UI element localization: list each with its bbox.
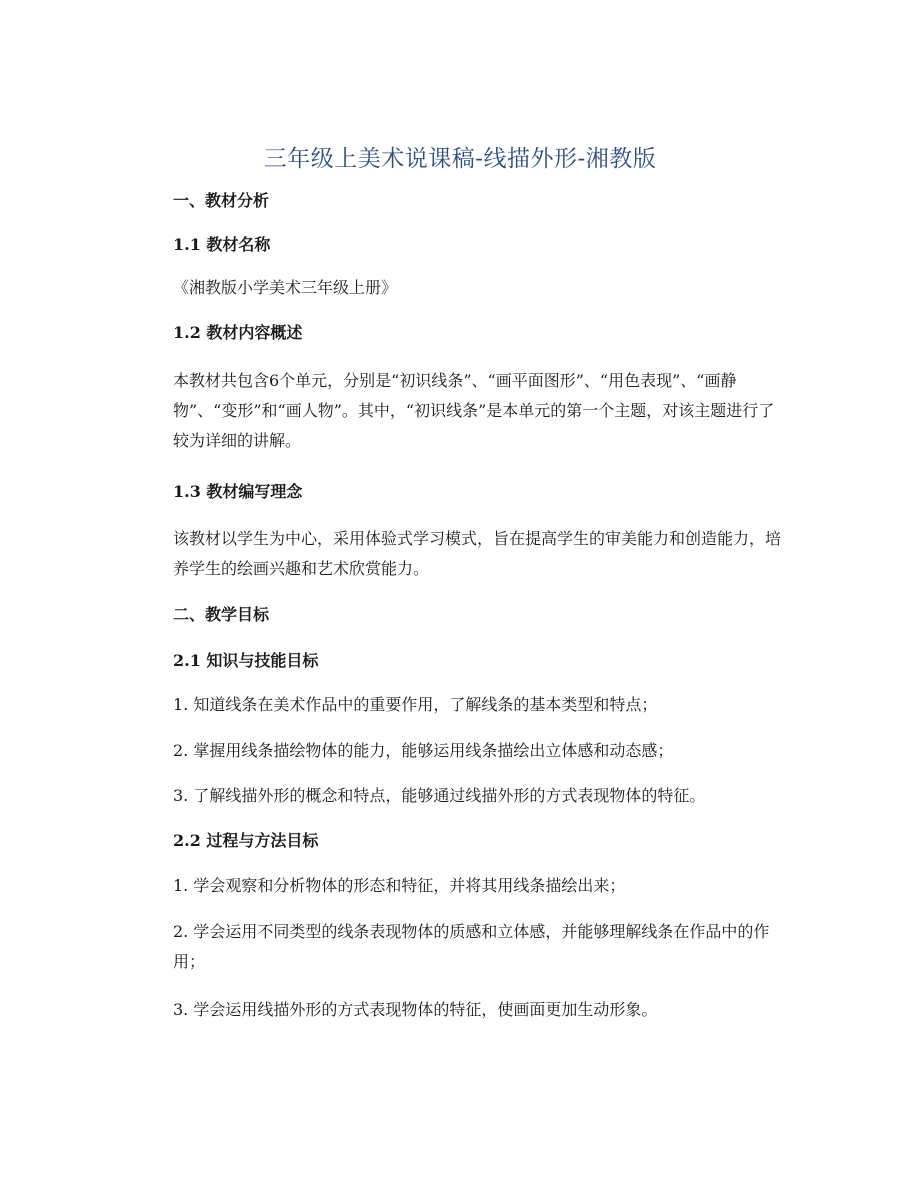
subsection-heading-1-3: 1.3 教材编写理念 bbox=[173, 482, 303, 501]
paragraph-1-2-1 bbox=[173, 366, 787, 456]
subsection-heading-2-1: 2.1 知识与技能目标 bbox=[173, 651, 319, 670]
section-heading-2: 二、教学目标 bbox=[173, 605, 270, 624]
subsection-heading-1-1: 1.1 教材名称 bbox=[173, 235, 271, 254]
paragraph-2-1-3: 3. 了解线描外形的概念和特点，能够通过线描外形的方式表现物体的特征。 bbox=[173, 786, 706, 805]
paragraph-2-2-3: 3. 学会运用线描外形的方式表现物体的特征，使画面更加生动形象。 bbox=[173, 1000, 658, 1019]
subsection-heading-2-2: 2.2 过程与方法目标 bbox=[173, 831, 319, 850]
document-title: 三年级上美术说课稿-线描外形-湘教版 bbox=[263, 146, 657, 172]
paragraph-2-1-2: 2. 掌握用线条描绘物体的能力，能够运用线条描绘出立体感和动态感； bbox=[173, 741, 674, 760]
paragraph-2-2-1: 1. 学会观察和分析物体的形态和特征，并将其用线条描绘出来； bbox=[173, 876, 626, 895]
paragraph-2-2-2: 2. 学会运用不同类型的线条表现物体的质感和立体感，并能够理解线条在作品中的作用； bbox=[173, 922, 770, 971]
paragraph-1-1-1: 《湘教版小学美术三年级上册》 bbox=[173, 278, 398, 297]
paragraph-1-3-1: 该教材以学生为中心，采用体验式学习模式，旨在提高学生的审美能力和创造能力，培养学生的绘画兴趣和艺术欣赏能力。 bbox=[173, 529, 782, 578]
subsection-heading-1-2: 1.2 教材内容概述 bbox=[173, 323, 303, 342]
section-heading-1: 一、教材分析 bbox=[173, 191, 270, 210]
paragraph-1-2-1-text: 本教材共包含6个单元，分别是“初识线条”、“画平面图形”、“用色表现”、“画静物”、“变形”和“画人物”。其中，“初识线条”是本单元的第一个主题，对该主题进行了较为详细的讲解。 bbox=[173, 371, 775, 450]
paragraph-2-1-1: 1. 知道线条在美术作品中的重要作用，了解线条的基本类型和特点； bbox=[173, 695, 658, 714]
